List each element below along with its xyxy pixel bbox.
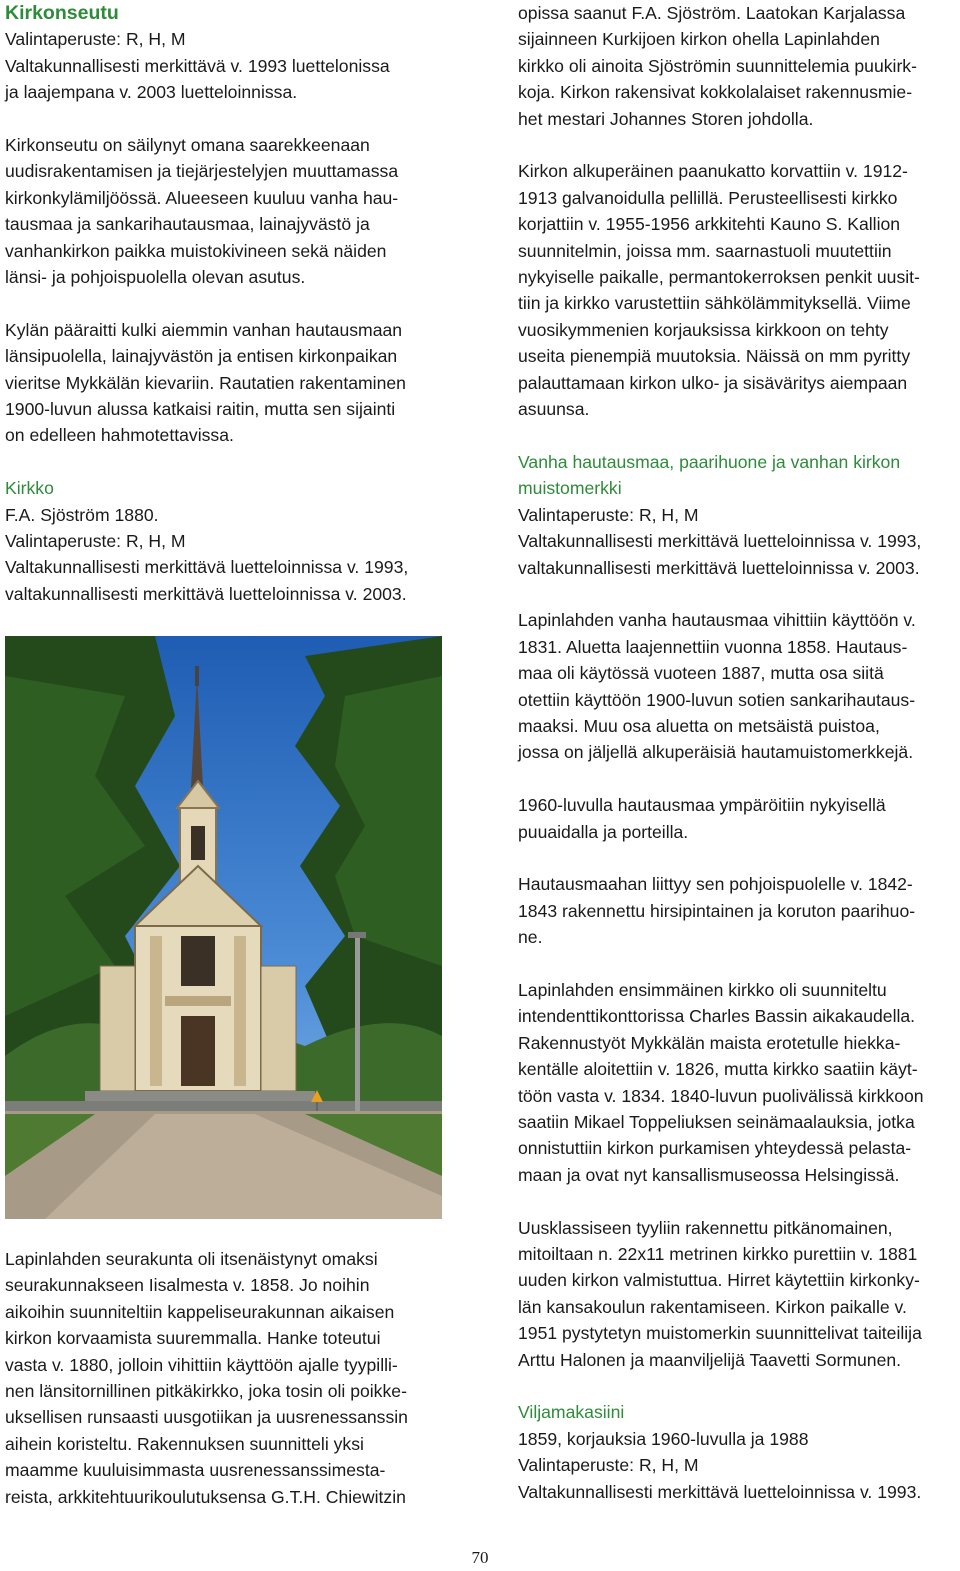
text-line: vieritse Mykkälän kievariin. Rautatien rakentaminen [5, 372, 406, 393]
text-line: 1913 galvanoidulla pellillä. Perusteellisesti kirkko [518, 187, 898, 208]
text-line: maaksi. Muu osa aluetta on metsäistä puistoa, [518, 715, 880, 736]
text-line: uuden kirkon valmistuttua. Hirret käytettiin kirkonky- [518, 1270, 920, 1291]
text-line: ne. [518, 927, 543, 948]
text-line: tiin ja kirkko varustettiin sähkölämmityksellä. Viime [518, 293, 911, 314]
text-line: Arttu Halonen ja maanviljelijä Taavetti Sormunen. [518, 1349, 902, 1370]
text-line: 1900-luvun alussa katkaisi raitin, mutta sen sijainti [5, 399, 396, 420]
church-photo [5, 636, 442, 1219]
text-line: Rakennustyöt Mykkälän maista erotetulle hiekka- [518, 1032, 901, 1053]
criteria-line: Valintaperuste: R, H, M [518, 504, 699, 525]
text-line: 1831. Aluetta laajennettiin vuonna 1858. Hautaus- [518, 636, 908, 657]
subsection-heading: Kirkko [5, 478, 54, 499]
text-line: maan ja ovat nyt kansallismuseossa Helsingissä. [518, 1164, 900, 1185]
text-line: nen länsitornillinen pitkäkirkko, joka tosin oli poikke- [5, 1381, 407, 1402]
paragraph [5, 317, 442, 449]
text-line: uksellisen runsaasti uusgotiikan ja uusrenessanssin [5, 1407, 408, 1428]
text-line: 1951 pystytetyn muistomerkin suunnittelivat taiteilija [518, 1323, 922, 1344]
text-line: het mestari Johannes Storen johdolla. [518, 108, 814, 129]
paragraph [518, 1215, 956, 1373]
text-line: maamme kuuluisimmasta uusrenessanssimesta- [5, 1460, 386, 1481]
text-line: kentälle aloitettiin v. 1826, mutta kirkko saatiin käyt- [518, 1059, 918, 1080]
text-line: Uusklassiseen tyyliin rakennettu pitkänomainen, [518, 1217, 893, 1238]
text-line: on edelleen hahmotettavissa. [5, 425, 234, 446]
text-line: vasta v. 1880, jolloin vihittiin käyttöön ajalle tyypilli- [5, 1354, 398, 1375]
significance-line: Valtakunnallisesti merkittävä luetteloinnissa v. 1993, [5, 557, 409, 578]
paragraph [518, 792, 956, 845]
paragraph [518, 0, 956, 132]
subsection-heading: muistomerkki [518, 478, 622, 499]
right-column [518, 0, 956, 1505]
text-line: asuunsa. [518, 399, 590, 420]
text-line: opissa saanut F.A. Sjöström. Laatokan Karjalassa [518, 3, 906, 23]
criteria-line: Valintaperuste: R, H, M [5, 531, 186, 552]
criteria-line: Valintaperuste: R, H, M [5, 29, 186, 50]
text-line: 1843 rakennettu hirsipintainen ja koruton paarihuo- [518, 900, 916, 921]
text-line: aihein koristeltu. Rakennuksen suunnitteli yksi [5, 1433, 364, 1454]
paragraph [5, 132, 442, 290]
text-line: Hautausmaahan liittyy sen pohjoispuolelle v. 1842- [518, 874, 913, 895]
text-line: aikoihin suunniteltiin kappeliseurakunnan aikaisen [5, 1301, 395, 1322]
section-heading: Kirkonseutu [5, 2, 119, 24]
text-line: saatiin Mikael Toppeliuksen seinämaalauksia, jotka [518, 1111, 915, 1132]
text-line: onnistuttiin kirkon purkamisen yhteydessä pelasta- [518, 1138, 912, 1159]
text-line: Kylän pääraitti kulki aiemmin vanhan hautausmaan [5, 319, 403, 340]
text-line: sijainneen Kurkijoen kirkon ohella Lapinlahden [518, 29, 880, 50]
subsection-heading: Viljamakasiini [518, 1402, 625, 1423]
significance-line: Valtakunnallisesti merkittävä v. 1993 luettelonissa [5, 55, 390, 76]
text-line: kirkon korvaamista suuremmalla. Hanke toteutui [5, 1328, 381, 1349]
text-line: intendenttikonttorissa Charles Bassin aikakaudella. [518, 1006, 916, 1027]
text-line: puuaidalla ja porteilla. [518, 821, 689, 842]
paragraph [5, 1246, 442, 1510]
paragraph [518, 607, 956, 765]
text-line: kirkko oli ainoita Sjöströmin suunnittelemia puukirk- [518, 55, 917, 76]
subsection-heading: Vanha hautausmaa, paarihuone ja vanhan kirkon [518, 451, 901, 472]
text-line: töön vasta v. 1834. 1840-luvun puolivälissä kirkkoon [518, 1085, 924, 1106]
significance-line: valtakunnallisesti merkittävä luetteloinnissa v. 2003. [5, 583, 407, 604]
text-line: länsi- ja pohjoispuolella olevan asutus. [5, 267, 306, 288]
text-line: Lapinlahden ensimmäinen kirkko oli suunniteltu [518, 979, 887, 1000]
text-line: seurakunnakseen Iisalmesta v. 1858. Jo noihin [5, 1275, 370, 1296]
text-line: maa oli käytössä vuoteen 1887, mutta osa siitä [518, 663, 884, 684]
paragraph [518, 871, 956, 950]
text-line: palauttamaan kirkon ulko- ja sisäväritys aiempaan [518, 372, 908, 393]
text-line: reista, arkkitehtuurikoulutuksensa G.T.H. Chiewitzin [5, 1486, 406, 1507]
text-line: F.A. Sjöström 1880. [5, 504, 159, 525]
page-number: 70 [471, 1548, 489, 1567]
significance-line: Valtakunnallisesti merkittävä luetteloinnissa v. 1993, [518, 531, 922, 552]
text-line: uudisrakentamisen ja tiejärjestelyjen muuttamassa [5, 161, 399, 182]
left-column [5, 0, 442, 607]
text-line: useita pienempiä muutoksia. Näissä on mm pyritty [518, 346, 911, 367]
text-line: länsipuolella, lainajyvästön ja entisen kirkonpaikan [5, 346, 398, 367]
text-line: jossa on jäljellä alkuperäisiä hautamuistomerkkejä. [518, 742, 914, 763]
text-line: korjattiin v. 1955-1956 arkkitehti Kauno S. Kallion [518, 214, 901, 235]
significance-line: ja laajempana v. 2003 luetteloinnissa. [5, 82, 298, 103]
significance-line: Valtakunnallisesti merkittävä luetteloinnissa v. 1993. [518, 1481, 922, 1502]
paragraph [518, 158, 956, 422]
text-line: Lapinlahden vanha hautausmaa vihittiin käyttöön v. [518, 610, 916, 631]
text-line: 1859, korjauksia 1960-luvulla ja 1988 [518, 1428, 809, 1449]
text-line: 1960-luvulla hautausmaa ympäröitiin nykyisellä [518, 795, 886, 816]
text-line: kirkonkylämiljöössä. Alueeseen kuuluu vanha hau- [5, 187, 399, 208]
text-line: Kirkonseutu on säilynyt omana saarekkeenaan [5, 135, 370, 156]
text-line: nykyiselle paikalle, permantokerroksen penkit uusit- [518, 267, 920, 288]
text-line: län kansakoulun rakentamiseen. Kirkon paikalle v. [518, 1296, 907, 1317]
text-line: Kirkon alkuperäinen paanukatto korvattiin v. 1912- [518, 161, 908, 182]
criteria-line: Valintaperuste: R, H, M [518, 1455, 699, 1476]
text-line: tausmaa ja sankarihautausmaa, lainajyvästö ja [5, 214, 370, 235]
text-line: vuosikymmenien korjauksissa kirkkoon on tehty [518, 319, 889, 340]
text-line: mitoiltaan n. 22x11 metrinen kirkko purettiin v. 1881 [518, 1243, 918, 1264]
paragraph [518, 977, 956, 1188]
text-line: Lapinlahden seurakunta oli itsenäistynyt omaksi [5, 1249, 378, 1269]
text-line: otettiin käyttöön 1900-luvun sotien sankarihautaus- [518, 689, 916, 710]
text-line: suunnitelmin, joissa mm. saarnastuoli muutettiin [518, 240, 892, 261]
text-line: koja. Kirkon rakensivat kokkolalaiset rakennusmie- [518, 82, 913, 103]
significance-line: valtakunnallisesti merkittävä luetteloinnissa v. 2003. [518, 557, 920, 578]
text-line: vanhankirkon paikka muistokivineen sekä näiden [5, 240, 387, 261]
